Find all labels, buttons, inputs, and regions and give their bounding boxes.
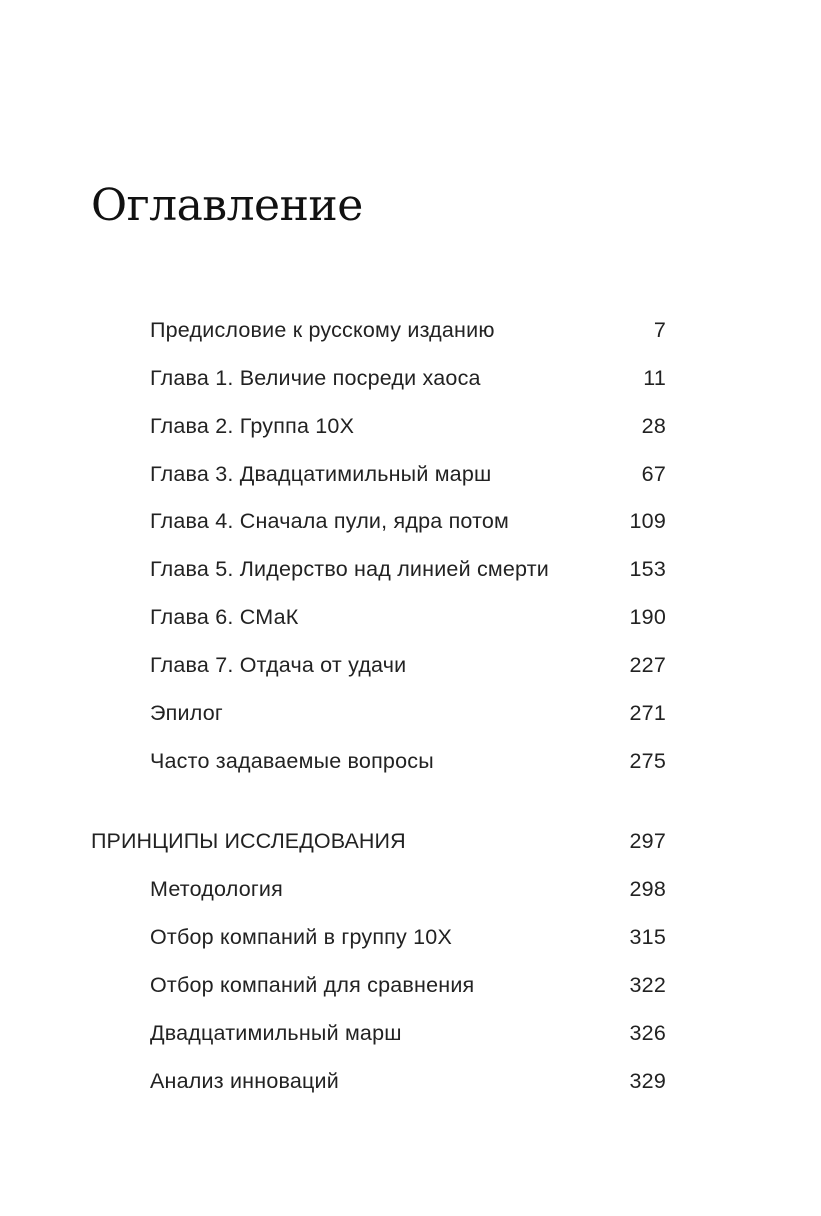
toc-entry-chapter-2[interactable] xyxy=(150,411,666,441)
toc-entry-page: 326 xyxy=(629,1021,666,1045)
toc-entry-methodology[interactable] xyxy=(150,874,666,904)
toc-entry-label: Отбор компаний для сравнения xyxy=(150,973,475,997)
toc-entry-page: 190 xyxy=(629,605,666,629)
toc-section-label: ПРИНЦИПЫ ИССЛЕДОВАНИЯ xyxy=(91,829,406,853)
toc-entry-chapter-7[interactable] xyxy=(150,650,666,680)
toc-entry-page: 275 xyxy=(629,749,666,773)
toc-entry-label: Глава 1. Величие посреди хаоса xyxy=(150,366,481,390)
toc-entry-label: Предисловие к русскому изданию xyxy=(150,318,495,342)
toc-entry-page: 109 xyxy=(629,509,666,533)
toc-entry-label: Глава 2. Группа 10Х xyxy=(150,414,355,438)
toc-section-research-principles[interactable] xyxy=(91,826,666,856)
toc-entry-page: 7 xyxy=(653,318,666,342)
toc-entry-page: 315 xyxy=(629,925,666,949)
toc-entry-comparison-selection[interactable] xyxy=(150,970,666,1000)
toc-entry-chapter-6[interactable] xyxy=(150,602,666,632)
toc-entry-chapter-3[interactable] xyxy=(150,459,666,489)
toc-entry-label: Анализ инноваций xyxy=(150,1069,339,1093)
toc-entry-label: Глава 6. СМаК xyxy=(150,605,299,629)
toc-entry-label: Глава 5. Лидерство над линией смерти xyxy=(150,557,549,581)
toc-entry-label: Часто задаваемые вопросы xyxy=(150,749,434,773)
toc-entry-label: Отбор компаний в группу 10Х xyxy=(150,925,452,949)
toc-entry-label: Эпилог xyxy=(150,701,223,725)
toc-entry-page: 322 xyxy=(629,973,666,997)
toc-entry-chapter-5[interactable] xyxy=(150,554,666,584)
toc-entry-page: 298 xyxy=(629,877,666,901)
page-title: Оглавление xyxy=(91,180,363,231)
toc-entry-label: Глава 3. Двадцатимильный марш xyxy=(150,462,492,486)
toc-entry-page: 227 xyxy=(629,653,666,677)
toc-entry-page: 329 xyxy=(629,1069,666,1093)
toc-entry-label: Двадцатимильный марш xyxy=(150,1021,402,1045)
toc-entry-page: 28 xyxy=(641,414,666,438)
toc-entry-page: 11 xyxy=(643,366,666,390)
toc-entry-chapter-4[interactable] xyxy=(150,506,666,536)
toc-entry-chapter-1[interactable] xyxy=(150,363,666,393)
toc-entry-innovation-analysis[interactable] xyxy=(150,1066,666,1096)
toc-entry-epilogue[interactable] xyxy=(150,698,666,728)
toc-entry-label: Глава 4. Сначала пули, ядра потом xyxy=(150,509,510,533)
toc-entry-faq[interactable] xyxy=(150,746,666,776)
toc-entry-label: Методология xyxy=(150,877,283,901)
toc-entry-page: 67 xyxy=(641,462,666,486)
toc-entry-10x-selection[interactable] xyxy=(150,922,666,952)
toc-entry-preface[interactable] xyxy=(150,315,666,345)
toc-section-page: 297 xyxy=(629,829,666,853)
toc-entry-label: Глава 7. Отдача от удачи xyxy=(150,653,407,677)
toc-entry-twenty-mile-march[interactable] xyxy=(150,1018,666,1048)
toc-entry-page: 153 xyxy=(629,557,666,581)
toc-entry-page: 271 xyxy=(629,701,666,725)
